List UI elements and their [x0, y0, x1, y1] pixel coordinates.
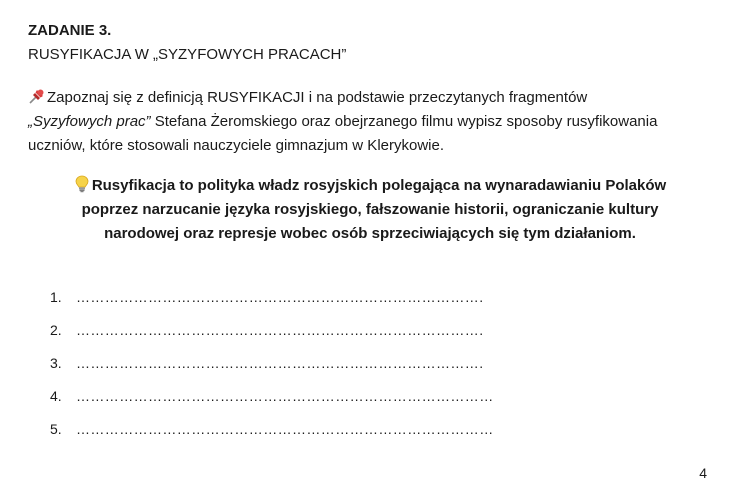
- lightbulb-icon: [74, 175, 90, 193]
- answer-line[interactable]: [50, 353, 494, 386]
- instruction-text-1: Zapoznaj się z definicją RUSYFIKACJI i na podstawie przeczytanych fragmentów: [47, 89, 588, 106]
- answer-line[interactable]: [50, 287, 494, 320]
- task-title: RUSYFIKACJA W „SYZYFOWYCH PRACACH”: [28, 46, 347, 63]
- answer-number: 3.: [50, 355, 62, 371]
- instruction-paragraph: [28, 86, 718, 158]
- page-number: 4: [699, 465, 707, 481]
- instruction-text-2: Stefana Żeromskiego oraz obejrzanego filmu wypisz sposoby rusyfikowania uczniów, które stosowali nauczyciele gimnazjum w Klerykowie.: [28, 113, 658, 154]
- task-number: ZADANIE 3.: [28, 22, 112, 39]
- answer-dots: ………………………………………………………………………….: [76, 355, 484, 371]
- answer-number: 4.: [50, 388, 62, 404]
- answer-dots: ……………………………………………………………………………: [76, 388, 494, 404]
- answer-dots: ………………………………………………………………………….: [76, 289, 484, 305]
- answer-dots: ………………………………………………………………………….: [76, 322, 484, 338]
- definition-box: [60, 174, 680, 246]
- answer-line[interactable]: [50, 419, 494, 452]
- answer-number: 2.: [50, 322, 62, 338]
- answer-line[interactable]: [50, 320, 494, 353]
- answer-list: [50, 287, 494, 452]
- definition-text: Rusyfikacja to polityka władz rosyjskich polegająca na wynaradawianiu Polaków poprzez narzucanie języka rosyjskiego, fałszowanie historii, ograniczanie kultury narodowej oraz represje wobec osób sprzeciwiających się tym działaniom.: [81, 177, 667, 242]
- answer-line[interactable]: [50, 386, 494, 419]
- pushpin-icon: [28, 87, 46, 105]
- answer-number: 5.: [50, 421, 62, 437]
- answer-dots: ……………………………………………………………………………: [76, 421, 494, 437]
- answer-number: 1.: [50, 289, 62, 305]
- book-title: „Syzyfowych prac”: [28, 113, 151, 130]
